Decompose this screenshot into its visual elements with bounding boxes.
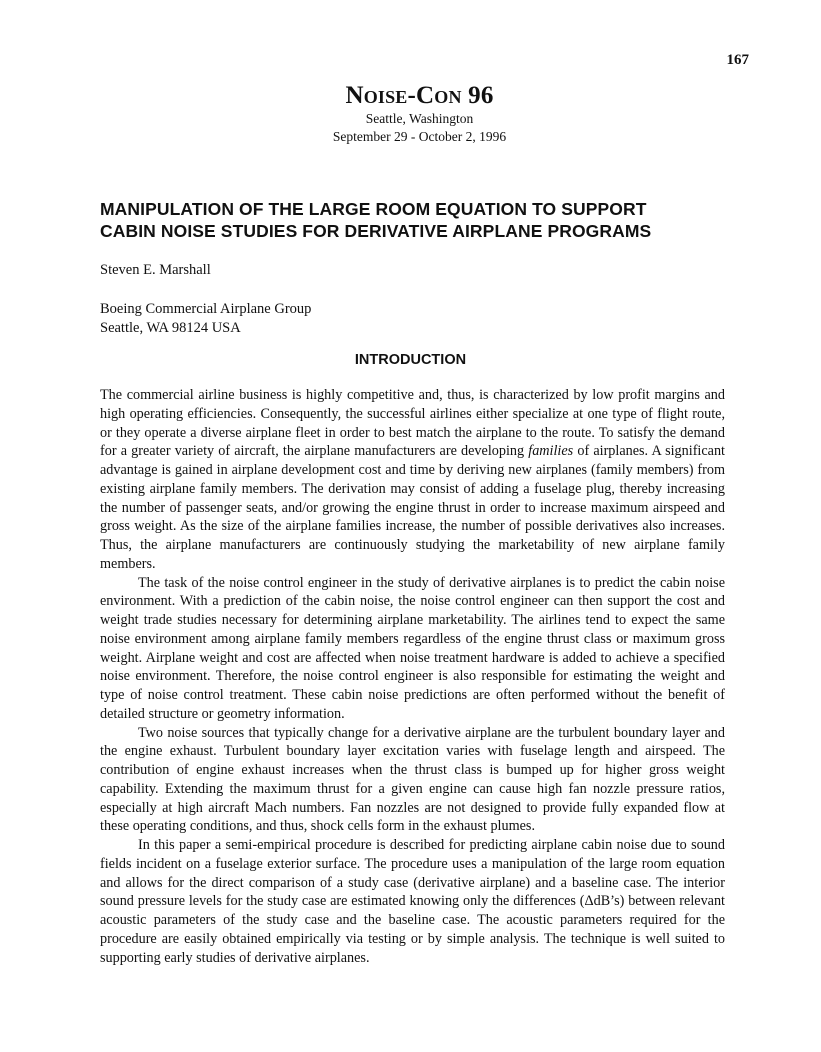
section-heading: INTRODUCTION [354,352,467,368]
conference-header [0,82,821,146]
affiliation-address: Seattle, WA 98124 USA [100,320,241,336]
author-affiliation [100,300,311,338]
page-number: 167 [726,52,749,68]
paper-title [100,198,740,242]
paragraph-4: In this paper a semi-empirical procedure is described for predicting airplane cabin noise due to sound fields incident on a fuselage exterior surface. The procedure uses a manipulation of the large room equation and allows for the direct comparison of a study case (derivative airplane) and a baseline case. The interior sound pressure levels for the study case are estimated knowing only the differences (ΔdB’s) between relevant acoustic parameters of the study case and the baseline case. The acoustic parameters required for the procedure are easily obtained empirically via testing or by simple analysis. The technique is well suited to supporting early studies of derivative airplanes. [100,837,725,966]
conference-location: Seattle, Washington [365,111,474,126]
paragraph-1-text-b: of airplanes. A significant advantage is gained in airplane development cost and time by deriving new airplanes (family members) from existing airplane family members. The derivation may consist of adding a fuselage plug, thereby increasing the number of passenger seats, and/or growing the engine thrust in order to increase maximum airspeed and gross weight. As the size of the airplane families increase, the number of possible derivatives also increases. Thus, the airplane manufacturers are continuously studying the marketability of new airplane family members. [100,443,725,572]
paragraph-1-emphasis: families [528,443,574,460]
paper-title-line-1: MANIPULATION OF THE LARGE ROOM EQUATION TO SUPPORT [100,199,647,219]
author-name: Steven E. Marshall [100,262,211,278]
paragraph-2: The task of the noise control engineer in the study of derivative airplanes is to predict the cabin noise environment. With a prediction of the cabin noise, the noise control engineer can then support the cost and weight trade studies necessary for determining airplane marketability. The airlines tend to expect the same noise environment among airplane family members regardless of the engine thrust class or maximum gross weight. Airplane weight and cost are affected when noise treatment hardware is added to achieve a specified noise environment. Therefore, the noise control engineer is also responsible for estimating the weight and type of noise control treatment. These cabin noise predictions are often performed without the benefit of detailed structure or geometry information. [100,574,725,722]
paragraph-1 [100,386,725,574]
paragraph-1-text-a: The commercial airline business is highly competitive and, thus, is characterized by low profit margins and high operating efficiencies. Consequently, the successful airlines either specialize at one type of flight route, or they operate a diverse airplane fleet in order to best match the airplane to the route. To satisfy the demand for a greater variety of aircraft, the airplane manufacturers are developing [100,387,725,460]
affiliation-organization: Boeing Commercial Airplane Group [100,301,312,317]
section-body [100,386,725,967]
conference-name: Noise-Con 96 [345,82,494,109]
paragraph-3: Two noise sources that typically change for a derivative airplane are the turbulent boundary layer and the engine exhaust. Turbulent boundary layer excitation varies with fuselage length and airspeed. The contribution of engine exhaust increases when the thrust class is bumped up for higher gross weight capability. Extending the maximum thrust for a given engine can cause high fan nozzle pressure ratios, especially at high aircraft Mach numbers. Fan nozzles are not designed to provide fully expanded flow at these operating conditions, and thus, shock cells form in the exhaust plumes. [100,724,725,835]
paper-title-line-2: CABIN NOISE STUDIES FOR DERIVATIVE AIRPLANE PROGRAMS [100,221,652,241]
conference-dates: September 29 - October 2, 1996 [332,129,507,144]
